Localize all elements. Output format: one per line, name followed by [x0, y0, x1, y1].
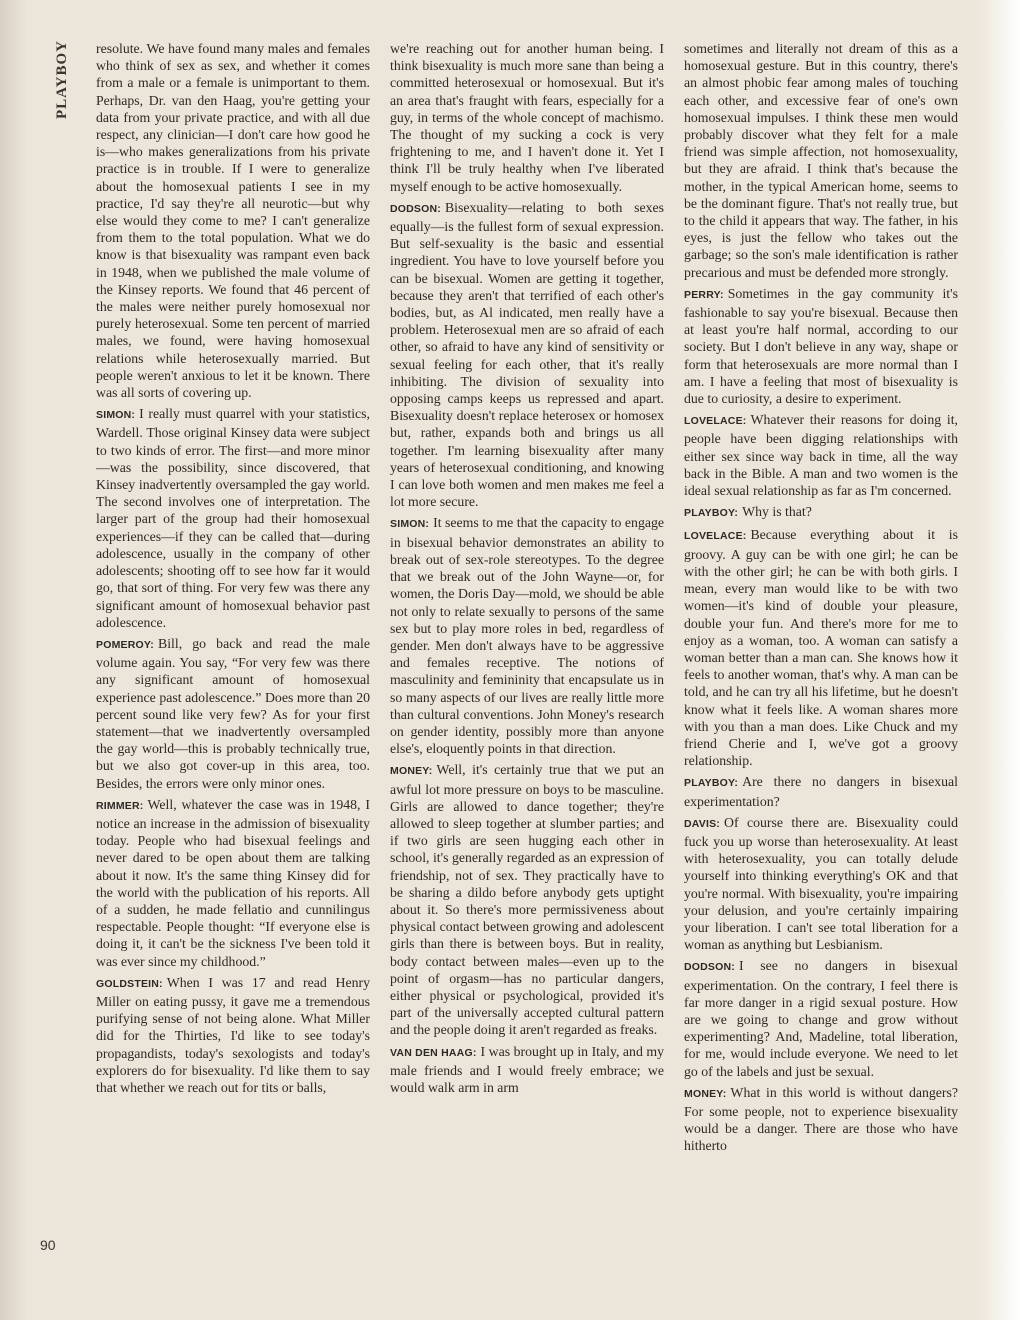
paragraph	[390, 40, 664, 195]
paragraph	[684, 411, 958, 499]
paragraph-text: Because everything about it is groovy. A guy can be with one girl; he can be with the other girl; he can be with both girls. I mean, every man would like to be with two women—it's kind of double your pleasure, double your fun. And there's more for me to enjoy as a woman, too. A woman can satisfy a woman better than a man can. She knows how it feels to another woman, that's why. A man can be told, and he can try all his lifetime, but he doesn't know what it feels like. A woman shares more with you than a man does. Like Chuck and my friend Cherie and I, we've got a groovy relationship.	[684, 527, 958, 769]
paragraph-text: I was brought up in Italy, and my male friends and I would freely embrace; we would walk arm in arm	[390, 1043, 664, 1095]
paragraph-text: Whatever their reasons for doing it, people have been digging relationships with either sex since way back in time, all the way back in the Bible. A man and two women is the ideal sexual relationship as far as I'm concerned.	[684, 412, 958, 499]
paragraph	[684, 773, 958, 809]
speaker-label: PERRY:	[684, 288, 724, 301]
paragraph-text: Of course there are. Bisexuality could fuck you up worse than heterosexuality. At least with heterosexuality, you can totally delude yourself into thinking everything's OK and that you're normal. With bisexuality, you're impairing your delusion, and you're certainly impairing your liberation. I can't see total liberation for a woman as anything but Lesbianism.	[684, 814, 958, 953]
page-edge-shadow	[0, 0, 28, 1320]
speaker-label: LOVELACE:	[684, 415, 747, 428]
speaker-label: DODSON:	[684, 961, 735, 974]
paragraph-text: Why is that?	[742, 504, 812, 520]
paragraph	[96, 635, 370, 792]
paragraph-text: It seems to me that the capacity to engage in bisexual behavior demonstrates an ability to break out of sex-role stereotypes. To the degree that we break out of the John Wayne—or, for women, the Doris Day—mold, we should be able not only to relate sexually to persons of the same sex but to play more roles in bed, regardless of gender. Men don't always have to be aggressive and females receptive. The notions of masculinity and femininity that encapsulate us in so many aspects of our lives are really little more than cultural conventions. John Money's research on gender identity, possibly more than anyone else's, eloquently points in that direction.	[390, 515, 664, 757]
speaker-label: RIMMER:	[96, 799, 144, 812]
paragraph-text: I see no dangers in bisexual experimentation. On the contrary, I feel there is far more danger in a rigid sexual posture. How are we going to change and grow without experimenting? And, Madeline, total liberation, for me, would include everyone. We need to let go of the labels and just be sexual.	[684, 958, 958, 1079]
paragraph	[684, 503, 958, 522]
paragraph	[390, 199, 664, 511]
paragraph	[684, 526, 958, 769]
paragraph-text: Bill, go back and read the male volume again. You say, “For very few was there any significant amount of homosexual experience past adolescence.” Does more than 20 percent sound like very few? As for your first statement—that we inadvertently oversampled the gay world—this is probably technically true, but we also got cover-up in this area, too. Besides, the errors were only minor ones.	[96, 635, 370, 791]
paragraph	[684, 957, 958, 1079]
paragraph-text: resolute. We have found many males and females who think of sex as sex, and whether it comes from a male or a female is unimportant to them. Perhaps, Dr. van den Haag, you're getting your data from your private practice, and with all due respect, any clinician—I don't care how good he is—who makes generalizations from his private practice is in trouble. If I were to generalize about the homosexual patients I see in my practice, I'd say they're all neurotic—but why else would they come to me? I can't generalize from them to the total population. What we do know is that bisexuality was rampant even back in 1948, when we published the male volume of the Kinsey reports. We found that 46 percent of the males were neither purely homosexual nor purely heterosexual. Some ten percent of married males, we found, were having homosexual relations while heterosexually married. But people weren't anxious to let it be known. There was all sorts of covering up.	[96, 41, 370, 401]
paragraph-text: What in this world is without dangers? For some people, not to experience bisexuality would be a danger. There are those who have hitherto	[684, 1084, 958, 1154]
page-number: 90	[40, 1237, 56, 1253]
paragraph	[684, 1084, 958, 1155]
paragraph	[390, 761, 664, 1038]
speaker-label: SIMON:	[96, 409, 136, 422]
speaker-label: GOLDSTEIN:	[96, 977, 163, 990]
paragraph-text: Bisexuality—relating to both sexes equally—is the fullest form of sexual expression. But self-sexuality is the basic and essential ingredient. You have to love yourself before you can be bisexual. Women are getting it together, because they aren't that terrified of each other's bodies, but, as Al indicated, men really have a problem. Heterosexual men are so afraid of each other, so afraid to have any kind of sensitivity or sexual feeling for each other, that it's really inhibiting. The division of sexuality into opposing camps keeps us repressed and apart. Bisexuality doesn't replace heterosex or homosex but, rather, expands both and brings us all together. I'm learning bisexuality after many years of heterosexual conditioning, and knowing I can love both women and men makes me feel a lot more secure.	[390, 199, 664, 510]
paragraph-text: When I was 17 and read Henry Miller on eating pussy, it gave me a tremendous purifying sense of not being alone. What Miller did for the Thirties, I'd like to see today's propagandists, today's sexologists and today's explorers do for bisexuality. I'd like them to say that whether we reach out for tits or balls,	[96, 974, 370, 1095]
paragraph	[96, 796, 370, 970]
paragraph	[96, 974, 370, 1096]
paragraph-text: we're reaching out for another human being. I think bisexuality is much more sane than being a committed heterosexual or homosexual. But it's an area that's fraught with fears, especially for a guy, in terms of the whole concept of machismo. The thought of my sucking a cock is very frightening to me, and I haven't done it. Yet I think I'll be truly healthy when I've liberated myself enough to be active homosexually.	[390, 41, 664, 194]
speaker-label: LOVELACE:	[684, 530, 747, 543]
paragraph-text: Well, whatever the case was in 1948, I notice an increase in the admission of bisexuality today. People who had bisexual feelings and never dared to be open about them are talking about it now. It's the same thing Kinsey did for the world with the publication of his reports. All of a sudden, he made fellatio and cunnilingus respectable. People thought: “If everyone else is doing it, it can't be the sickness I've been told it was ever since my childhood.”	[96, 796, 370, 969]
paragraph	[684, 285, 958, 407]
magazine-title: PLAYBOY	[54, 40, 70, 119]
page-edge-highlight	[976, 0, 1020, 1320]
speaker-label: SIMON:	[390, 518, 430, 531]
paragraph-text: Are there no dangers in bisexual experimentation?	[684, 774, 958, 809]
speaker-label: MONEY:	[684, 1087, 727, 1100]
paragraph-text: I really must quarrel with your statistics, Wardell. Those original Kinsey data were subject to two kinds of error. The first—and more minor—was the possibility, since discovered, that Kinsey inadvertently oversampled the gay world. The second involves one of interpretation. The larger part of the group had their homosexual experiences—if they can be called that—during adolescence, usually in the company of other adolescents; shooting off to see how far it would go, that sort of thing. For very few was there any significant amount of homosexual behavior past adolescence.	[96, 406, 370, 630]
paragraph-text: sometimes and literally not dream of this as a homosexual gesture. But in this country, there's an almost phobic fear among males of touching each other, and excessive fear of one's own homosexual impulses. I think these men would probably discover what they felt for a male friend was simple affection, not homosexuality, but they are afraid. I think that's because the mother, in the typical American home, seems to be the dominant figure. That's not really true, but to the child it appears that way. The father, in his eyes, is just the fellow who takes out the garbage; so the son's male identification is rather precarious and must be defended more strongly.	[684, 41, 958, 280]
speaker-label: VAN DEN HAAG:	[390, 1046, 477, 1059]
text-column-3	[684, 40, 958, 1270]
text-column-1	[96, 40, 370, 1270]
text-column-2	[390, 40, 664, 1270]
speaker-label: POMEROY:	[96, 638, 154, 651]
speaker-label: DAVIS:	[684, 817, 721, 830]
paragraph	[684, 40, 958, 281]
paragraph	[390, 1043, 664, 1097]
paragraph	[96, 405, 370, 631]
speaker-label: MONEY:	[390, 765, 433, 778]
speaker-label: DODSON:	[390, 202, 441, 215]
paragraph-text: Well, it's certainly true that we put an awful lot more pressure on boys to be masculine. Girls are allowed to dance together; they're allowed to sleep together at slumber parties; and if two girls are seen hugging each other in school, it's generally regarded as an expression of friendship, not of sex. They practically have to be sharing a dildo before anybody gets uptight about it. So there's more permissiveness about physical contact between growing and adolescent girls than there is between boys. But in reality, body contact between males—even up to the point of orgasm—has no particular dangers, either physical or psychological, provided it's part of the universally accepted cultural pattern and the people doing it aren't regarded as freaks.	[390, 762, 664, 1038]
paragraph	[96, 40, 370, 401]
paragraph	[684, 814, 958, 954]
paragraph-text: Sometimes in the gay community it's fashionable to say you're bisexual. Because then at least you're half normal, according to our society. But I don't believe in any way, shape or form that heterosexuals are more normal than I am. I have a feeling that most of bisexuality is due to curiosity, a desire to experiment.	[684, 285, 958, 407]
speaker-label: PLAYBOY:	[684, 777, 739, 790]
speaker-label: PLAYBOY:	[684, 507, 739, 520]
paragraph	[390, 514, 664, 757]
